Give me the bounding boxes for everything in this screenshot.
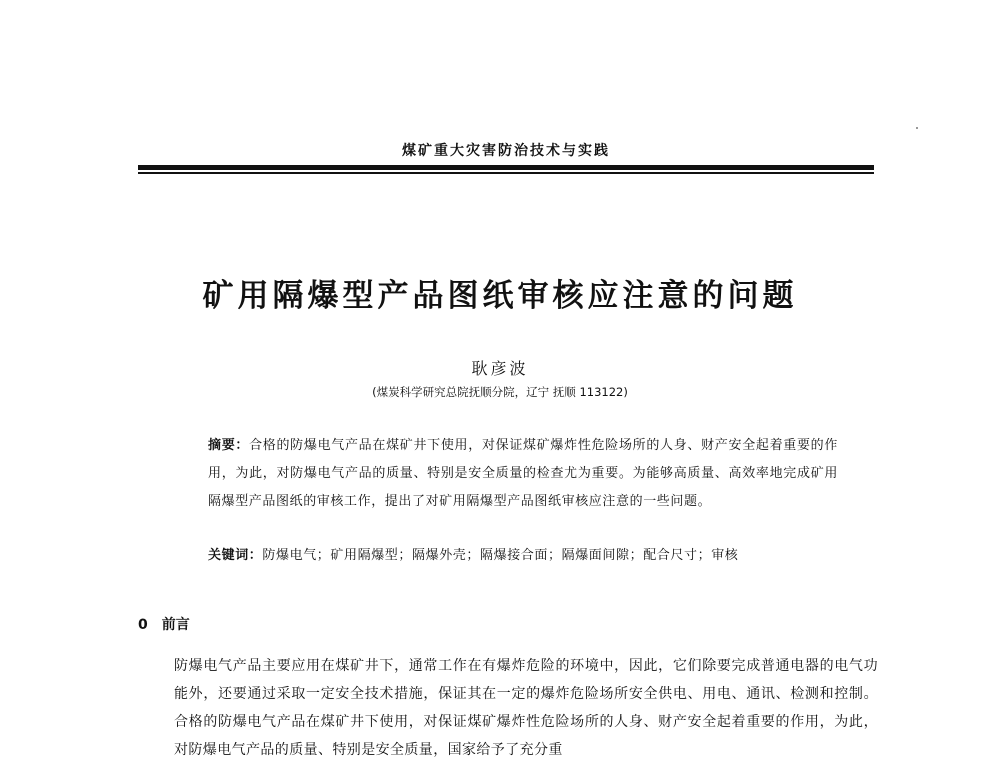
scan-speck [916,127,918,129]
body-text [138,652,878,764]
running-head: 煤矿重大灾害防治技术与实践 [402,143,610,159]
author-affiliation: (煤炭科学研究总院抚顺分院，辽宁 抚顺 113122) [372,385,628,399]
header-rule-thin [138,172,874,174]
section-heading [138,614,190,634]
abstract-paragraph [172,432,838,516]
header-rule-thick [138,165,874,170]
keywords [208,544,848,568]
body-paragraph: 防爆电气产品主要应用在煤矿井下，通常工作在有爆炸危险的环境中，因此，它们除要完成普通电器的电气功能外，还要通过采取一定安全技术措施，保证其在一定的爆炸危险场所安全供电、用电、通讯、检测和控制。合格的防爆电气产品在煤矿井下使用，对保证煤矿爆炸性危险场所的人身、财产安全起着重要的作用，为此，对防爆电气产品的质量、特别是安全质量，国家给予了充分重 [174,658,878,758]
section-title: 前言 [161,617,190,633]
section-number: 0 [138,617,148,633]
keywords-label: 关键词： [208,548,263,563]
keywords-text: 防爆电气；矿用隔爆型；隔爆外壳；隔爆接合面；隔爆面间隙；配合尺寸；审核 [262,548,739,563]
abstract-text: 合格的防爆电气产品在煤矿井下使用，对保证煤矿爆炸性危险场所的人身、财产安全起着重要的作用，为此，对防爆电气产品的质量、特别是安全质量的检查尤为重要。为能够高质量、高效率地完成矿用隔爆型产品图纸的审核工作，提出了对矿用隔爆型产品图纸审核应注意的一些问题。 [208,438,838,509]
author-name: 耿彦波 [471,359,529,378]
abstract-label: 摘要： [208,438,250,453]
paper-title: 矿用隔爆型产品图纸审核应注意的问题 [202,278,798,314]
abstract [172,432,838,516]
